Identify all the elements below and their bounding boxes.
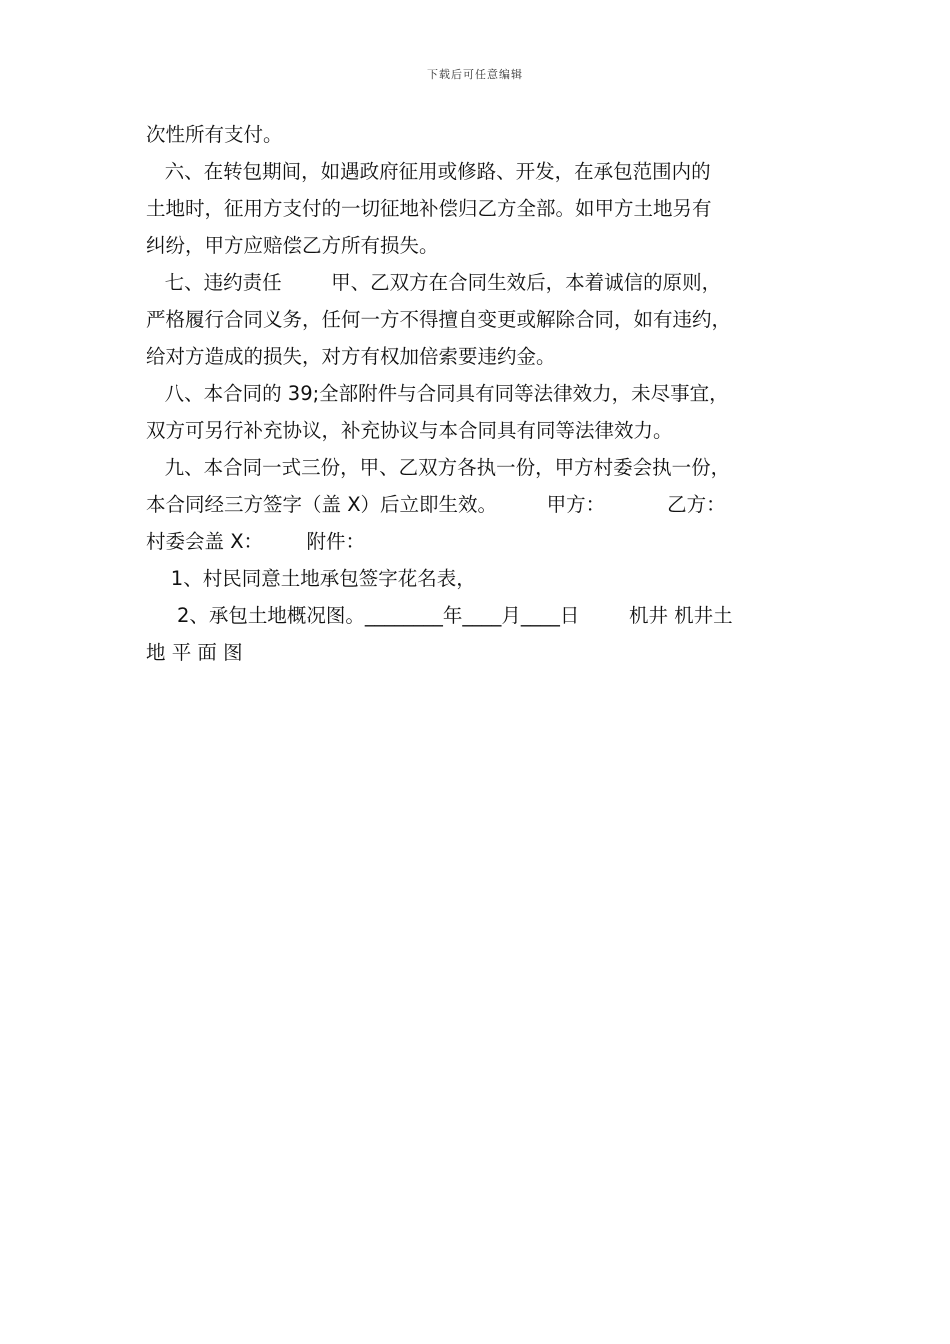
text-line: 九、本合同一式三份，甲、乙双方各执一份，甲方村委会执一份， xyxy=(146,456,731,479)
text-line: 给对方造成的损失，对方有权加倍索要违约金。 xyxy=(146,345,556,368)
text-line: 本合同经三方签字（盖 X）后立即生效。 甲方： 乙方： xyxy=(146,493,726,516)
text-line: 地 平 面 图 xyxy=(146,641,243,664)
text-line: 双方可另行补充协议，补充协议与本合同具有同等法律效力。 xyxy=(146,419,673,442)
text-line: 纠纷，甲方应赔偿乙方所有损失。 xyxy=(146,234,439,257)
text-line: 次性所有支付。 xyxy=(146,123,283,146)
text-line: 2、承包土地概况图。________年____月____日 机井 机井土 xyxy=(146,604,733,627)
page-header: 下载后可任意编辑 xyxy=(427,68,523,81)
text-line: 严格履行合同义务，任何一方不得擅自变更或解除合同，如有违约， xyxy=(146,308,732,331)
text-line: 八、本合同的 39;全部附件与合同具有同等法律效力，未尽事宜， xyxy=(146,382,729,405)
text-line: 七、违约责任 甲、乙双方在合同生效后，本着诚信的原则， xyxy=(146,271,722,294)
text-line: 土地时，征用方支付的一切征地补偿归乙方全部。如甲方土地另有 xyxy=(146,197,712,220)
text-line: 1、村民同意土地承包签字花名表， xyxy=(146,567,476,590)
text-line: 村委会盖 X： 附件： xyxy=(146,530,365,553)
text-line: 六、在转包期间，如遇政府征用或修路、开发，在承包范围内的 xyxy=(146,160,711,183)
